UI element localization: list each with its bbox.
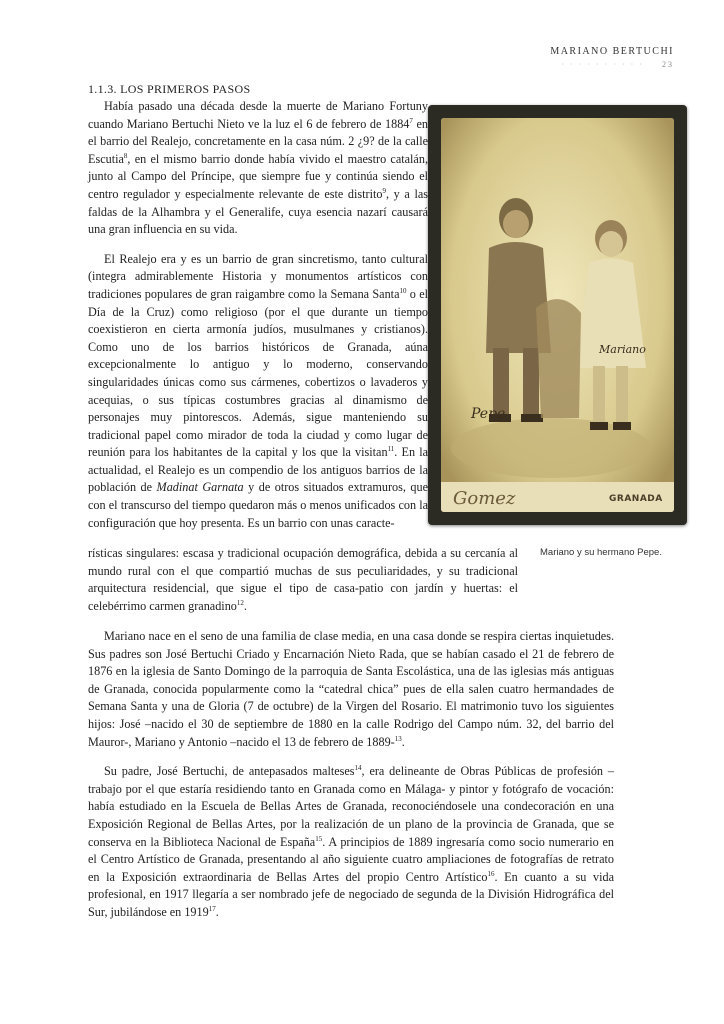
p2-text-f: . (243, 598, 247, 613)
paragraph-1 (88, 98, 428, 239)
paragraph-4 (88, 763, 614, 921)
p4-text-d: . En cuanto a su vida profesional, en 1917 llegaría a ser nombrado jefe de negociado de segunda de la División Hidrográfica del Sur, jubilándose en 1919 (88, 869, 614, 919)
running-subtitle-text: · · · · · · · · · · (561, 60, 644, 69)
footnote-ref: 9 (382, 186, 386, 195)
p2-text-b: o el Día de la Cruz) como religioso (por el que durante un tiempo coexistieron en cierta armonía judíos, musulmanes y cristianos). Como uno de los barrios históricos de Granada, aúna excepcionalmente lo antiguo y lo moderno, conservando singularidades únicas como sus cármenes, cobertizos o lavaderos y acequias, o sus típicas costumbres gracias al dinamismo de personajes muy pintorescos. Además, sigue manteniendo su tradicional papel como mirador de toda la ciudad y como lugar de reunión para los habitantes de la capital y los que la visitan (88, 286, 429, 460)
p3-text-b: . (401, 734, 405, 749)
footnote-ref: 7 (409, 116, 413, 125)
running-header (550, 46, 674, 69)
label-pepe: Pepe (471, 406, 506, 422)
stump-shape (536, 299, 581, 418)
studio-city: GRANADA (609, 494, 663, 504)
p4-text-e: . (215, 904, 219, 919)
p2-text-a: El Realejo era y es un barrio de gran sincretismo, tanto cultural (integra admirablemente Historia y monumentos artísticos con tradiciones populares de gran raigambre como la Semana Santa (88, 251, 428, 301)
footnote-ref: 13 (394, 734, 402, 743)
p2-text-d: y de otros situados extramuros, que con el transcurso del tiempo quedaron más o menos unificados con la configuración que hoy presenta. Es un barrio con unas caracte- (88, 480, 428, 530)
p2-text-e: rísticas singulares: escasa y tradicional ocupación demográfica, debida a su cercanía al mundo rural con el que compartió muchas de sus peculiaridades, y su tradicional arquitectura residencial, que sigue el tipo de casa-patio con jardín y huertas: el celebérrimo carmen granadino (88, 546, 518, 613)
p4-text-c: . A principios de 1889 ingresaría como socio numerario en el Centro Artístico de Granada, presentando al año siguiente cuatro ampliaciones de fotografías de retrato en la Exposición extraordinaria de Bellas Artes del propio Centro Artístico (88, 834, 615, 884)
paragraph-3 (88, 628, 614, 751)
p2-italic: Madinat Garnata (156, 480, 244, 495)
label-mariano: Mariano (599, 343, 646, 356)
p2-text-c: . En la actualidad, el Realejo es un compendio de los antiguos barrios de la población de (88, 445, 428, 495)
studio-mark: Gomez (453, 488, 516, 509)
paragraph-2 (88, 251, 428, 533)
p1-text-b: en el barrio del Realejo, concretamente en la casa núm. 2 ¿9? de la calle Escutia (88, 116, 428, 166)
paragraph-2-continuation (88, 545, 518, 615)
p1-text-c: , en el mismo barrio donde había vivido el maestro catalán, junto al Campo del Príncipe, que siempre fue y continúa siendo el centro regulador y especialmente relevante de este distrito (88, 151, 428, 201)
vintage-photograph (428, 105, 687, 525)
footnote-ref: 16 (487, 869, 495, 878)
running-title: MARIANO BERTUCHI (550, 46, 674, 57)
page-number: 23 (662, 60, 674, 69)
p1-text-a: Había pasado una década desde la muerte de Mariano Fortuny cuando Mariano Bertuchi Nieto ve la luz el 6 de febrero de 1884 (88, 99, 428, 131)
narrow-column (88, 98, 428, 532)
full-column (88, 628, 614, 922)
running-subtitle (550, 60, 674, 69)
footnote-ref: 14 (354, 764, 362, 773)
photo-caption: Mariano y su hermano Pepe. (540, 547, 662, 558)
p4-text-b: , era delineante de Obras Públicas de profesión –trabajo por el que estaría residiendo tanto en Granada como en Málaga- y pintor y fotógrafo de vocación: había estudiado en la Escuela de Bellas Artes de Granada, reconociéndosele una condecoración en una Exposición Regional de Bellas Artes, por la realización de un plano de la provincia de Granada, que se conserva en la Biblioteca Nacional de España (88, 764, 614, 849)
p4-text-a: Su padre, José Bertuchi, de antepasados malteses (104, 764, 355, 779)
footnote-ref: 10 (399, 286, 407, 295)
footnote-ref: 12 (236, 598, 244, 607)
p1-text-d: , y a las faldas de la Alhambra y el Generalife, cuya esencia nazarí causará una gran influencia en su vida. (88, 186, 428, 237)
p2-cont (88, 545, 518, 615)
footnote-ref: 8 (123, 151, 128, 160)
footnote-ref: 15 (315, 834, 323, 843)
photo-illustration (441, 118, 674, 512)
section-heading: 1.1.3. LOS PRIMEROS PASOS (88, 82, 251, 96)
photo-image (441, 118, 674, 512)
footnote-ref: 11 (387, 445, 395, 454)
p3-text-a: Mariano nace en el seno de una familia de clase media, en una casa donde se respira ciertas inquietudes. Sus padres son José Bertuchi Criado y Encarnación Nieto Rada, que se habían casado el 21 de febrero de 1876 en la iglesia de Santo Domingo de la parroquia de Santa Escolástica, una de las iglesias más antiguas de Granada, conocida popularmente como la “catedral chica” pues de ella salen cuatro hermandades de Semana Santa y una de Gloria (7 de octubre) de la Virgen del Rosario. El matrimonio tuvo los siguientes hijos: José –nacido el 30 de septiembre de 1880 en la calle Rodrigo del Campo núm. 32, del barrio del Mauror-, Mariano y Antonio –nacido el 13 de febrero de 1889- (88, 629, 614, 749)
footnote-ref: 17 (208, 904, 216, 913)
